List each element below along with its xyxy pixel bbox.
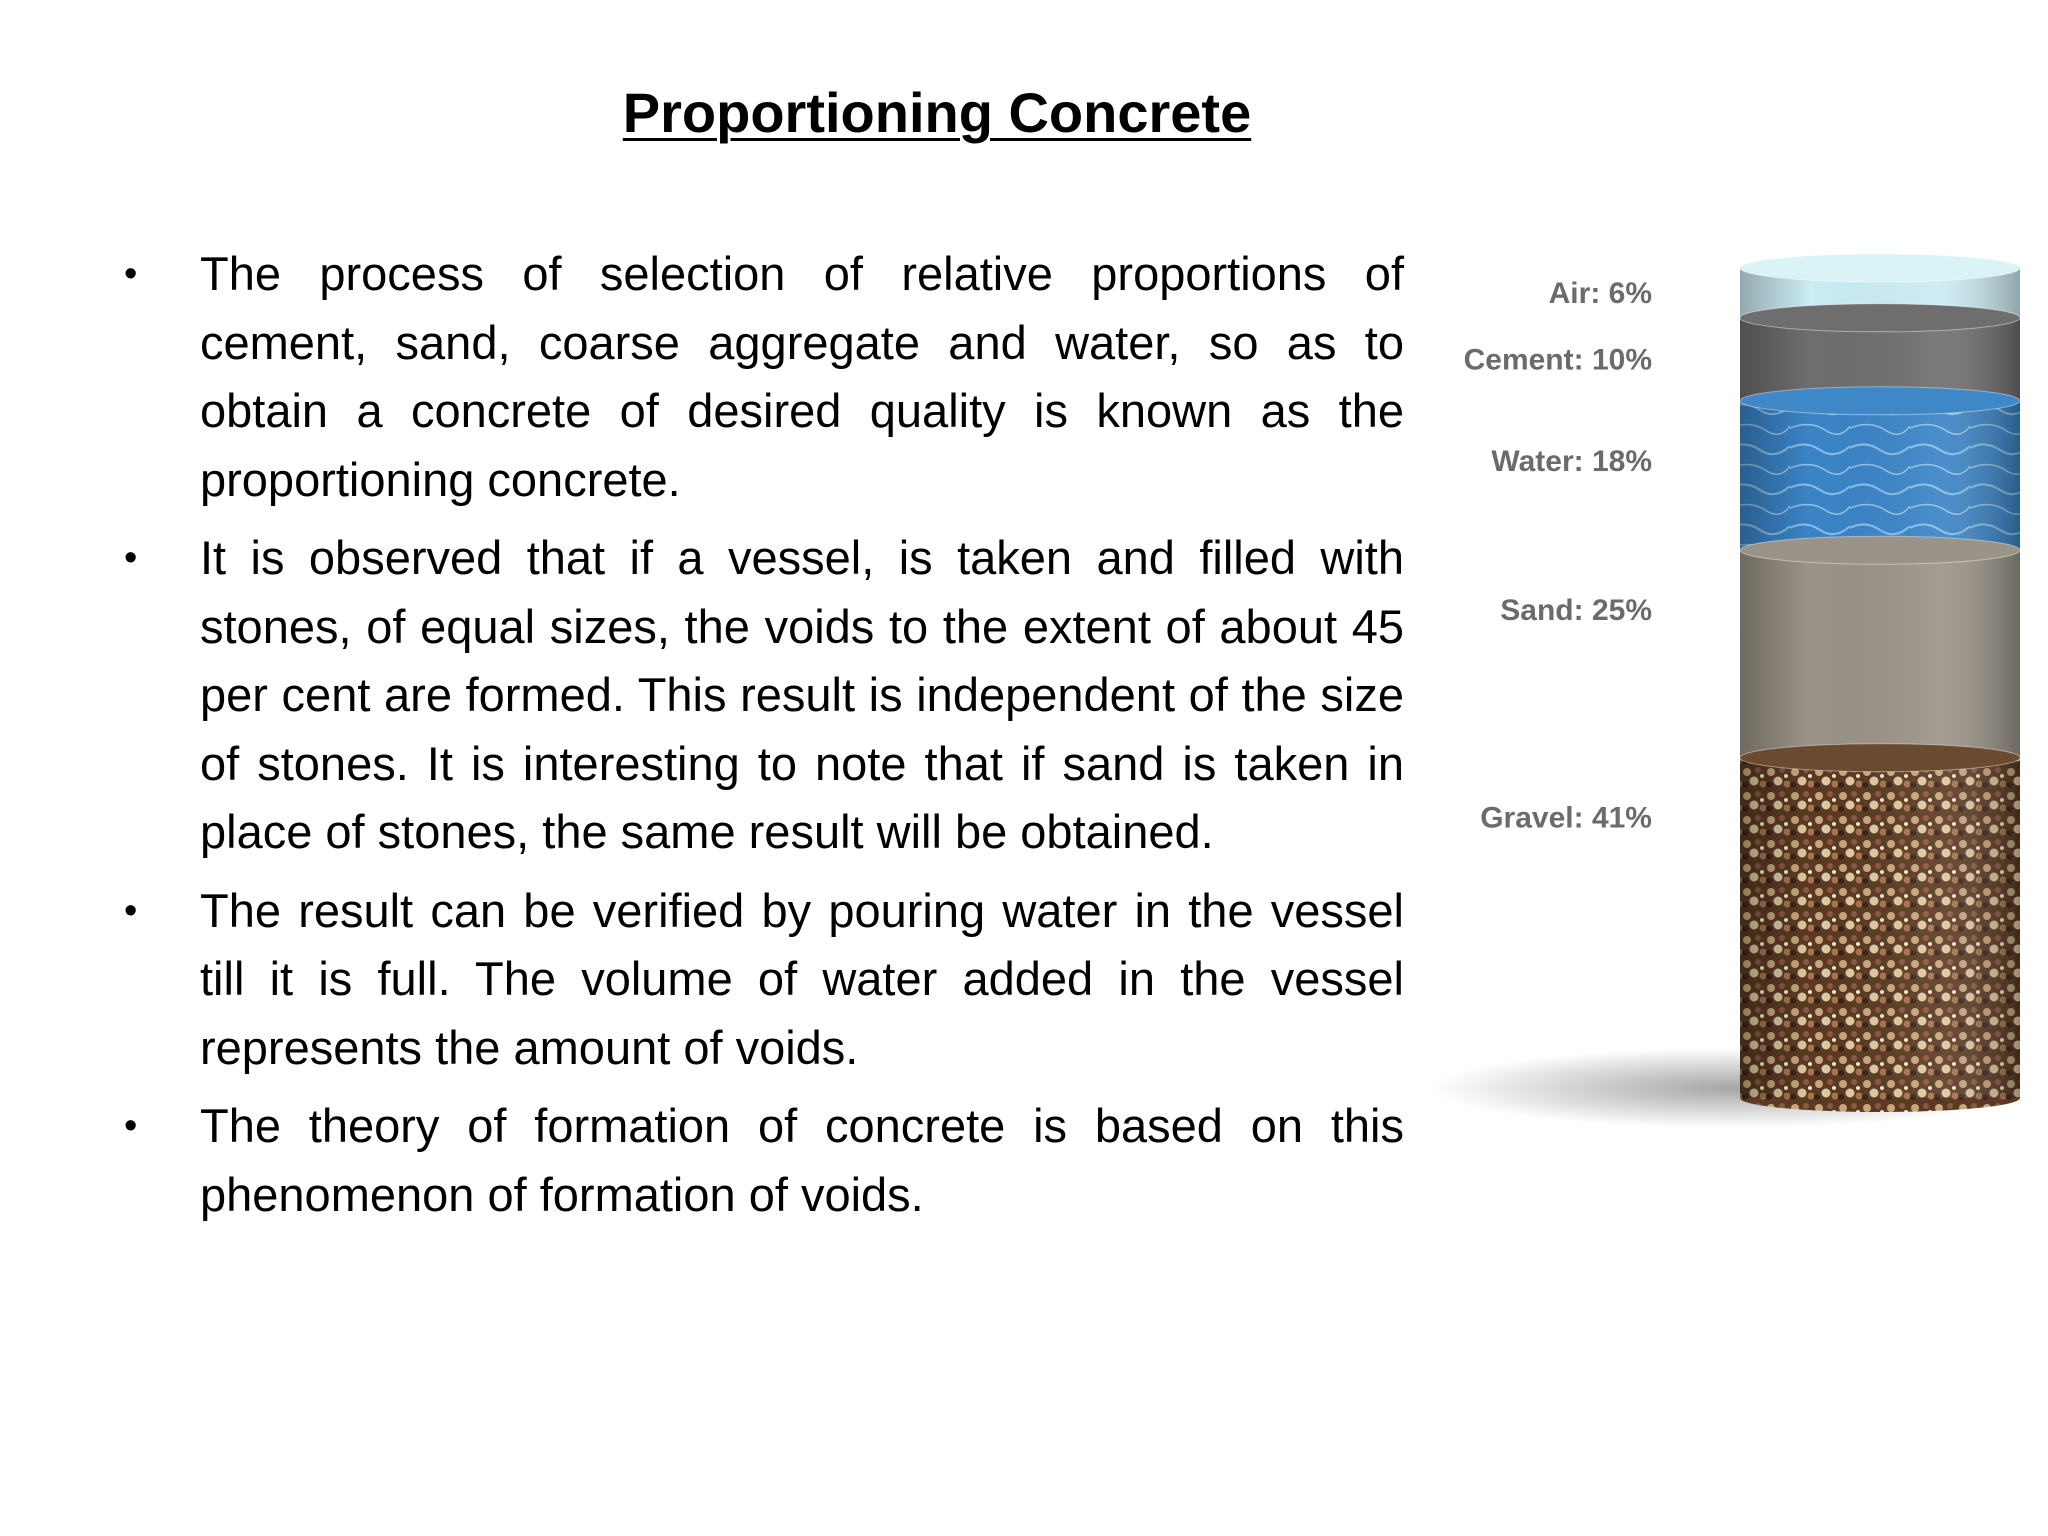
slide-title: Proportioning Concrete [622,81,1252,144]
layer-label: Sand: 25% [1500,594,1652,628]
bullet-icon: • [124,889,138,932]
bullet-list [118,240,1404,1239]
bullet-text: The result can be verified by pouring water in the vessel till it is full. The volume of water added in the vessel represents the amount of voids. [200,883,1404,1074]
bullet-icon: • [124,537,138,579]
layer-top-surface [1740,304,2020,332]
bullet-text: The theory of formation of concrete is based on this phenomenon of formation of voids. [200,1099,1404,1221]
bullet-icon: • [124,253,138,295]
layer-top-surface [1740,744,2020,772]
layer-label: Gravel: 41% [1480,801,1652,835]
concrete-composition-figure [1430,238,2034,1138]
layer-top-surface [1740,536,2020,564]
layer-top-surface [1740,254,2020,282]
layer-label: Cement: 10% [1463,343,1652,377]
layer-labels [1464,277,1652,835]
list-item [118,240,1404,514]
layer-label: Water: 18% [1491,444,1652,478]
layer-label: Air: 6% [1548,276,1652,310]
bullet-text: It is observed that if a vessel, is taken and filled with stones, of equal sizes, the voids to the extent of about 45 per cent are formed. This result is independent of the size of stones. It is interesting to note that if sand is taken in place of stones, the same result will be obtained. [200,531,1404,858]
layer-shading [1740,550,2020,758]
layer-shading [1740,758,2020,1098]
list-item [118,877,1404,1083]
bullet-icon: • [124,1105,138,1147]
list-item [118,1092,1404,1229]
list-item [118,524,1404,867]
layer-shading [1740,401,2020,550]
layer-top-surface [1740,387,2020,415]
bullet-text: The process of selection of relative proportions of cement, sand, coarse aggregate and water, so as to obtain a concrete of desired quality is known as the proportioning concrete. [200,247,1404,506]
cylinder-layers [1740,254,2020,1112]
cylinder-diagram [1430,238,2034,1138]
